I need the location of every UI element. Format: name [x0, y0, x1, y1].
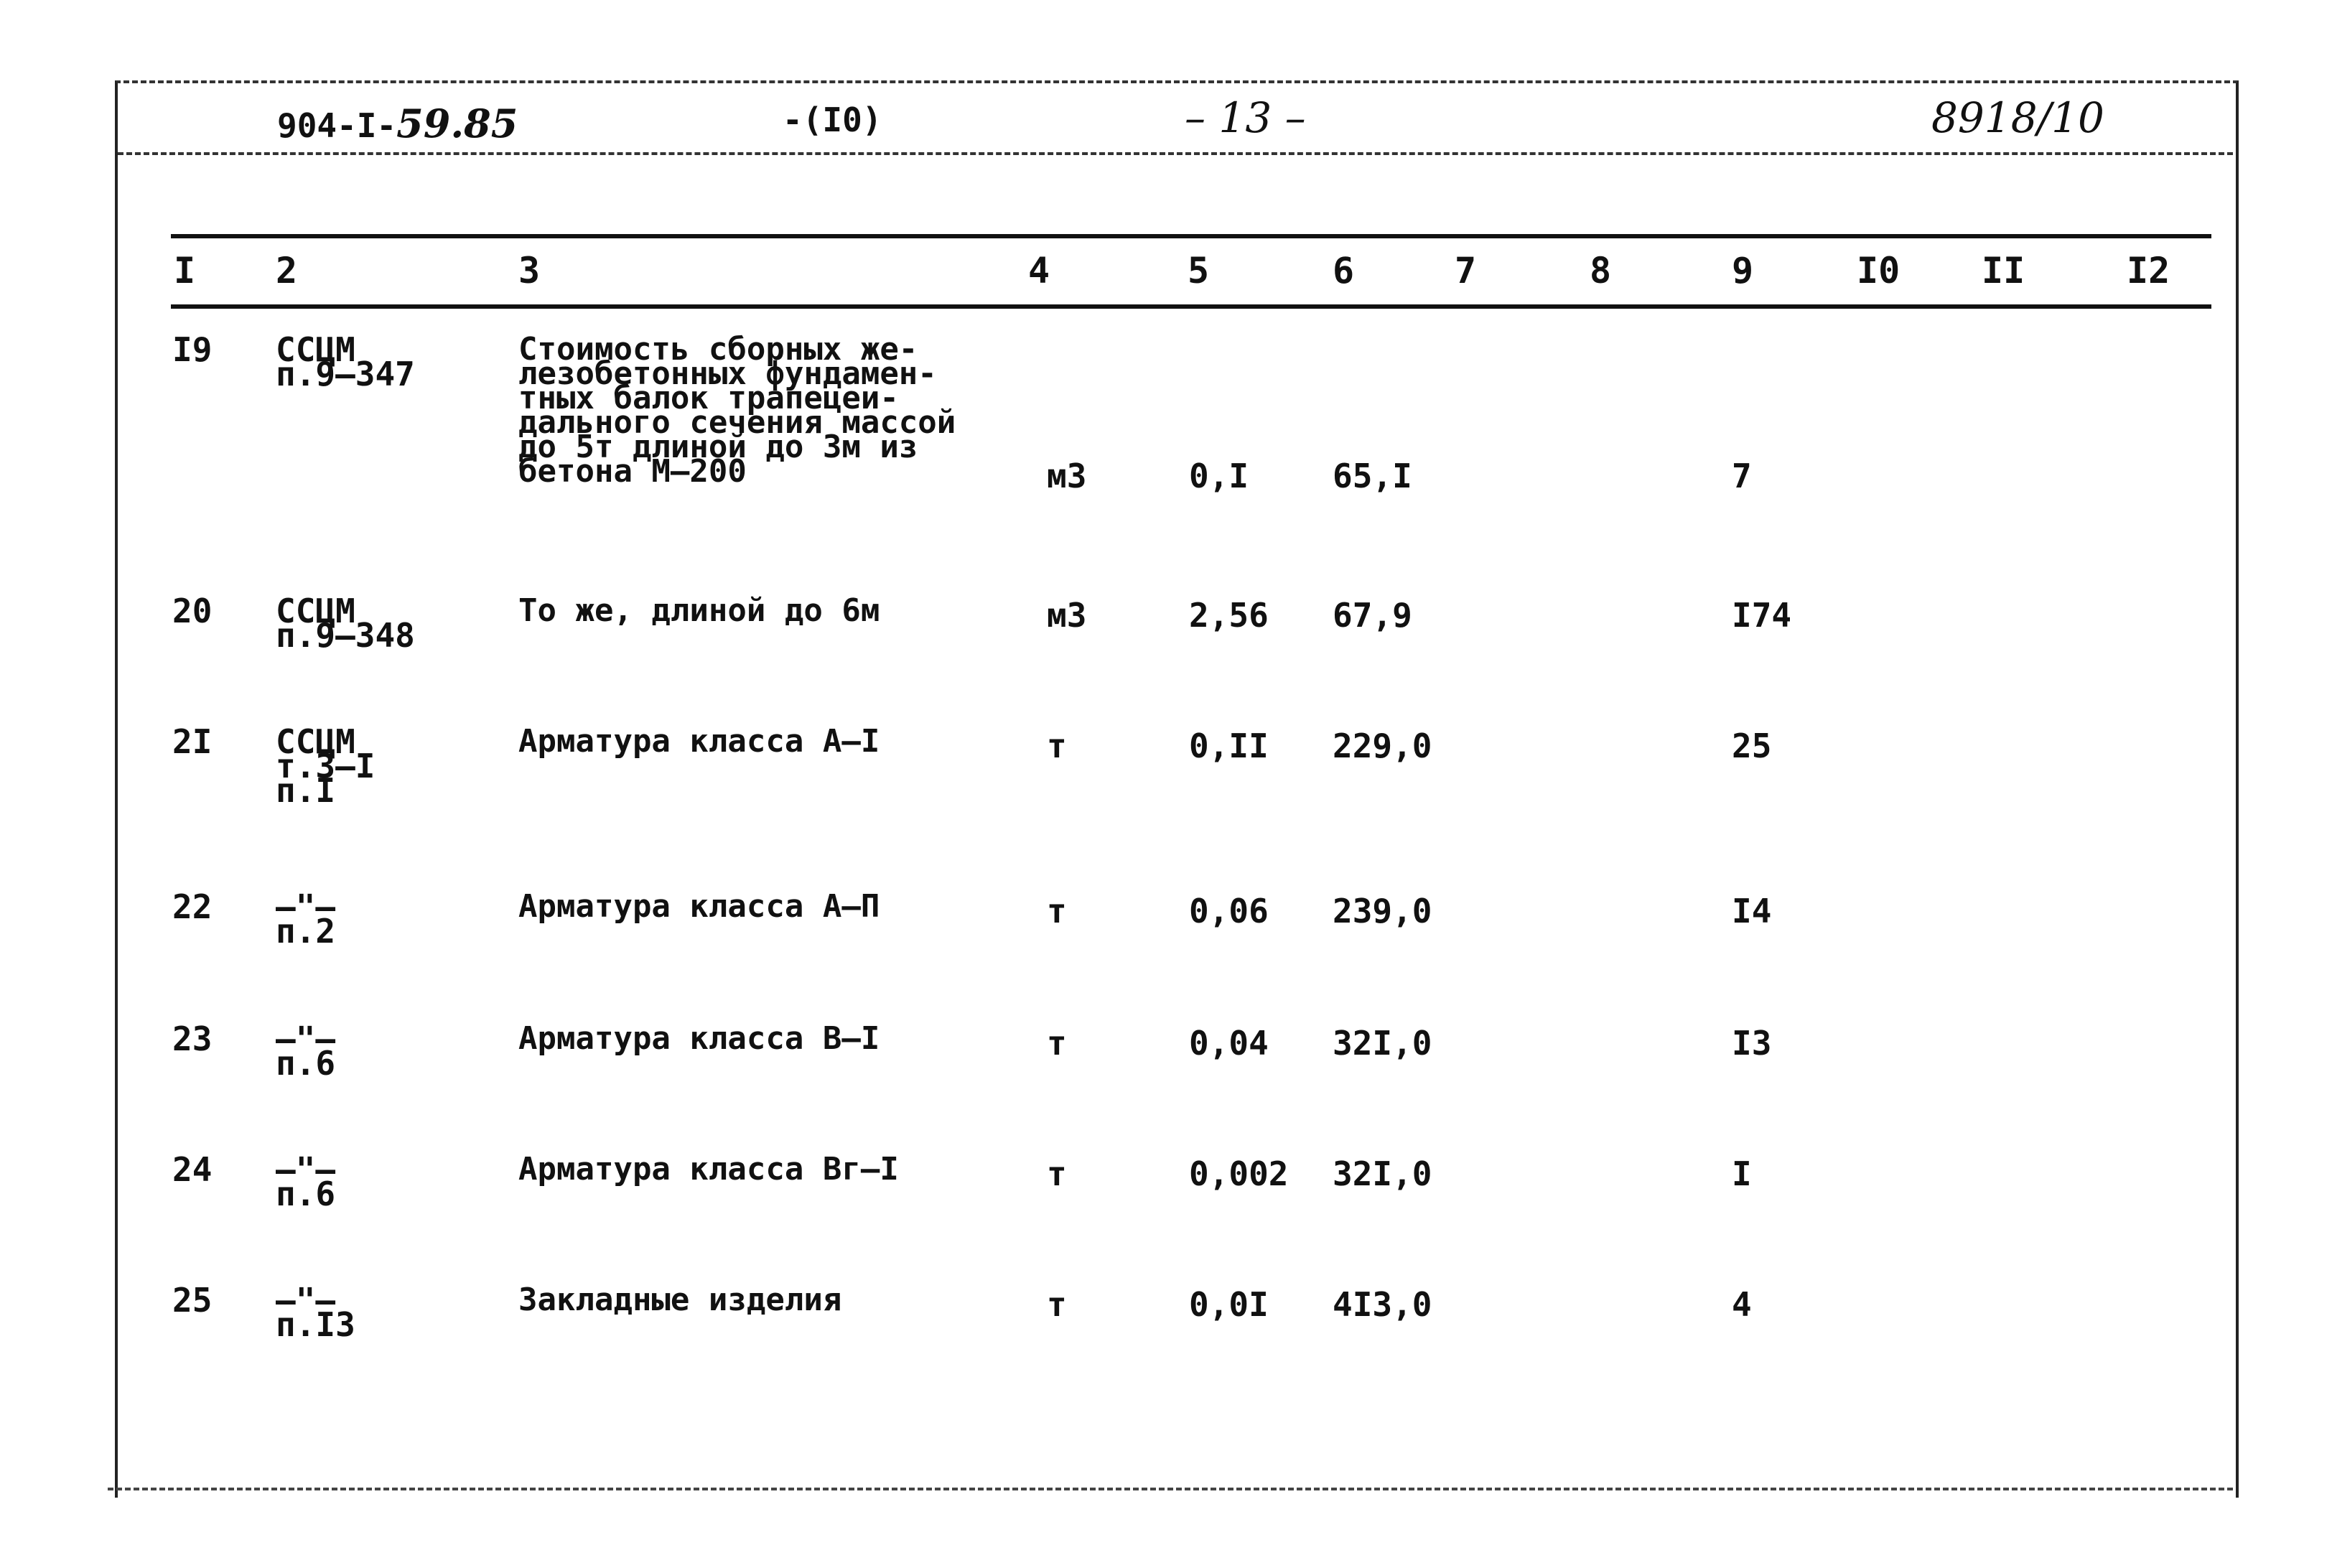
quantity: 0,04	[1189, 1024, 1269, 1063]
doc-code-handwritten: 59.85	[396, 101, 518, 146]
row-number: 22	[172, 887, 213, 926]
page-number: – 13 –	[1185, 93, 1306, 142]
page-frame	[115, 80, 2239, 1498]
unit: т	[1047, 1154, 1067, 1193]
unit: т	[1047, 727, 1067, 765]
total-cost: 7	[1732, 457, 1752, 495]
work-description: Арматура класса А–I	[518, 723, 880, 760]
row-number: I9	[172, 330, 213, 369]
norm-reference: –"– п.6	[276, 1019, 336, 1083]
total-cost: I	[1732, 1154, 1752, 1193]
quantity: 0,002	[1189, 1154, 1289, 1193]
unit-price: 32I,0	[1333, 1154, 1432, 1193]
norm-reference: –"– п.6	[276, 1150, 336, 1213]
quantity: 0,I	[1189, 457, 1249, 495]
norm-reference: –"– п.2	[276, 887, 336, 951]
unit-price: 239,0	[1333, 892, 1432, 930]
page-frame-bottom	[108, 1488, 2233, 1490]
unit-price: 65,I	[1333, 457, 1412, 495]
total-cost: 4	[1732, 1285, 1752, 1324]
column-header: I2	[2127, 250, 2170, 291]
column-header: 2	[276, 250, 298, 291]
doc-code-typed: 904-I-	[277, 106, 397, 145]
row-number: 25	[172, 1281, 213, 1320]
column-header: 4	[1028, 250, 1050, 291]
column-header: 7	[1455, 250, 1477, 291]
work-description: Стоимость сборных же- лезобетонных фундамен- тных балок трапецеи- дального сечения массой до 5т длиной до 3м из бетона М–200	[518, 331, 956, 490]
total-cost: I74	[1732, 596, 1792, 635]
column-header: I0	[1857, 250, 1900, 291]
total-cost: I3	[1732, 1024, 1772, 1063]
work-description: То же, длиной до 6м	[518, 592, 880, 629]
column-header: 3	[518, 250, 541, 291]
unit: м3	[1047, 596, 1087, 635]
work-description: Закладные изделия	[518, 1282, 842, 1318]
unit-price: 32I,0	[1333, 1024, 1432, 1063]
norm-reference: ССЦМ п.9–348	[276, 592, 415, 655]
column-header: 5	[1188, 250, 1210, 291]
total-cost: 25	[1732, 727, 1772, 765]
work-description: Арматура класса А–П	[518, 888, 880, 925]
unit: т	[1047, 892, 1067, 930]
row-number: 23	[172, 1019, 213, 1058]
row-number: 24	[172, 1150, 213, 1189]
column-header: 8	[1590, 250, 1612, 291]
table-top-rule	[171, 234, 2211, 238]
norm-reference: ССЦМ п.9–347	[276, 330, 415, 393]
sheet-ref: -(I0)	[783, 101, 882, 139]
header-divider	[118, 152, 2233, 155]
unit: т	[1047, 1285, 1067, 1324]
unit: т	[1047, 1024, 1067, 1063]
norm-reference: –"– п.I3	[276, 1281, 355, 1344]
column-header: I	[174, 250, 196, 291]
quantity: 0,II	[1189, 727, 1269, 765]
unit-price: 67,9	[1333, 596, 1412, 635]
table-header-rule	[171, 304, 2211, 309]
column-header: II	[1982, 250, 2025, 291]
norm-reference: ССЦМ т.3–I п.I	[276, 722, 376, 810]
work-description: Арматура класса В–I	[518, 1020, 880, 1057]
row-number: 2I	[172, 722, 213, 761]
archive-number: 8918/10	[1931, 93, 2104, 142]
column-header: 9	[1732, 250, 1754, 291]
column-header: 6	[1333, 250, 1355, 291]
quantity: 0,06	[1189, 892, 1269, 930]
work-description: Арматура класса Вг–I	[518, 1151, 899, 1187]
total-cost: I4	[1732, 892, 1772, 930]
unit-price: 4I3,0	[1333, 1285, 1432, 1324]
unit: м3	[1047, 457, 1087, 495]
unit-price: 229,0	[1333, 727, 1432, 765]
quantity: 0,0I	[1189, 1285, 1269, 1324]
quantity: 2,56	[1189, 596, 1269, 635]
doc-code	[277, 101, 518, 146]
row-number: 20	[172, 592, 213, 630]
